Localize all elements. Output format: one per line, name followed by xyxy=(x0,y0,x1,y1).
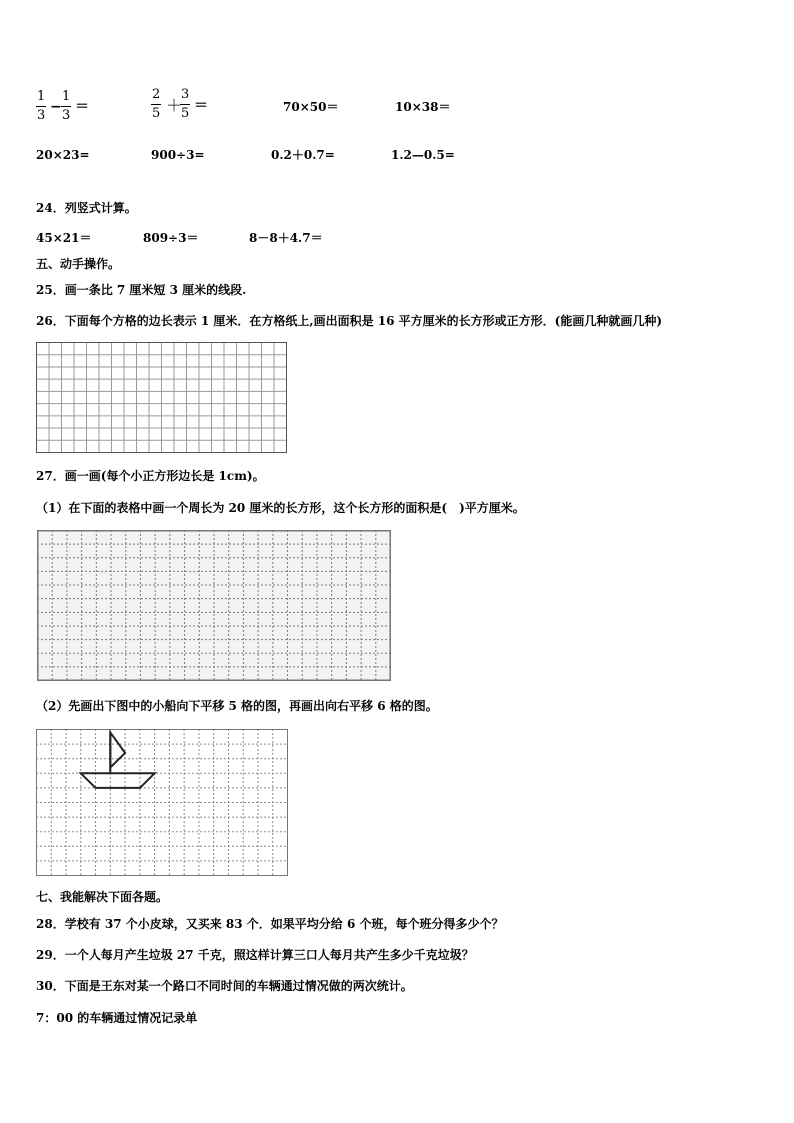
question-27: 27．画一画(每个小正方形边长是 1cm)。 xyxy=(36,469,265,483)
fraction-numerator: 2 xyxy=(151,88,161,105)
fraction-one-third-a xyxy=(36,90,46,122)
calc-0.2plus0.7: 0.2＋0.7= xyxy=(271,148,335,162)
minus-sign: − xyxy=(50,99,62,115)
calc-70x50: 70×50＝ xyxy=(283,100,339,114)
calc-20x23: 20×23= xyxy=(36,148,90,162)
calc-8minus8plus4.7: 8－8＋4.7＝ xyxy=(249,231,323,245)
plus-sign: ＋ xyxy=(166,96,183,115)
fraction-two-fifths xyxy=(151,88,161,120)
boat-sail xyxy=(110,732,125,767)
fraction-denominator: 3 xyxy=(62,107,71,123)
section-5-heading: 五、动手操作。 xyxy=(36,257,121,271)
fraction-numerator: 1 xyxy=(36,90,46,107)
section-7-heading: 七、我能解决下面各题。 xyxy=(36,890,169,904)
question-28: 28．学校有 37 个小皮球，又买来 83 个．如果平均分给 6 个班，每个班分得多少个？ xyxy=(36,917,504,931)
fraction-denominator: 5 xyxy=(152,105,161,121)
fraction-denominator: 5 xyxy=(181,105,190,121)
question-25: 25．画一条比 7 厘米短 3 厘米的线段. xyxy=(36,283,247,297)
boat-hull xyxy=(81,773,155,788)
grid-paper-q27-1[interactable] xyxy=(37,530,391,681)
equals-sign: ＝ xyxy=(75,99,89,115)
record-sheet-title: 7：00 的车辆通过情况记录单 xyxy=(36,1011,198,1025)
question-29: 29．一个人每月产生垃圾 27 千克，照这样计算三口人每月共产生多少千克垃圾？ xyxy=(36,948,474,962)
grid-paper-boat[interactable] xyxy=(36,729,288,876)
question-26: 26．下面每个方格的边长表示 1 厘米．在方格纸上,画出面积是 16 平方厘米的长方形或正方形．(能画几种就画几种) xyxy=(36,314,662,328)
fraction-denominator: 3 xyxy=(37,107,46,123)
equals-sign: ＝ xyxy=(194,98,208,114)
question-24-title: 24．列竖式计算。 xyxy=(36,201,137,215)
question-30: 30．下面是王东对某一个路口不同时间的车辆通过情况做的两次统计。 xyxy=(36,979,413,993)
fraction-numerator: 3 xyxy=(180,88,190,105)
calc-900div3: 900÷3= xyxy=(151,148,205,162)
question-27-part1: （1）在下面的表格中画一个周长为 20 厘米的长方形，这个长方形的面积是( )平方厘米。 xyxy=(36,501,525,515)
calc-809div3: 809÷3＝ xyxy=(143,231,199,245)
grid-paper-q26[interactable] xyxy=(36,342,287,453)
calc-1.2minus0.5: 1.2—0.5= xyxy=(391,148,455,162)
fraction-one-third-b xyxy=(61,90,71,122)
fraction-three-fifths xyxy=(180,88,190,120)
calc-10x38: 10×38＝ xyxy=(395,100,451,114)
question-27-part2: （2）先画出下图中的小船向下平移 5 格的图，再画出向右平移 6 格的图。 xyxy=(36,699,438,713)
calc-45x21: 45×21＝ xyxy=(36,231,92,245)
fraction-numerator: 1 xyxy=(61,90,71,107)
